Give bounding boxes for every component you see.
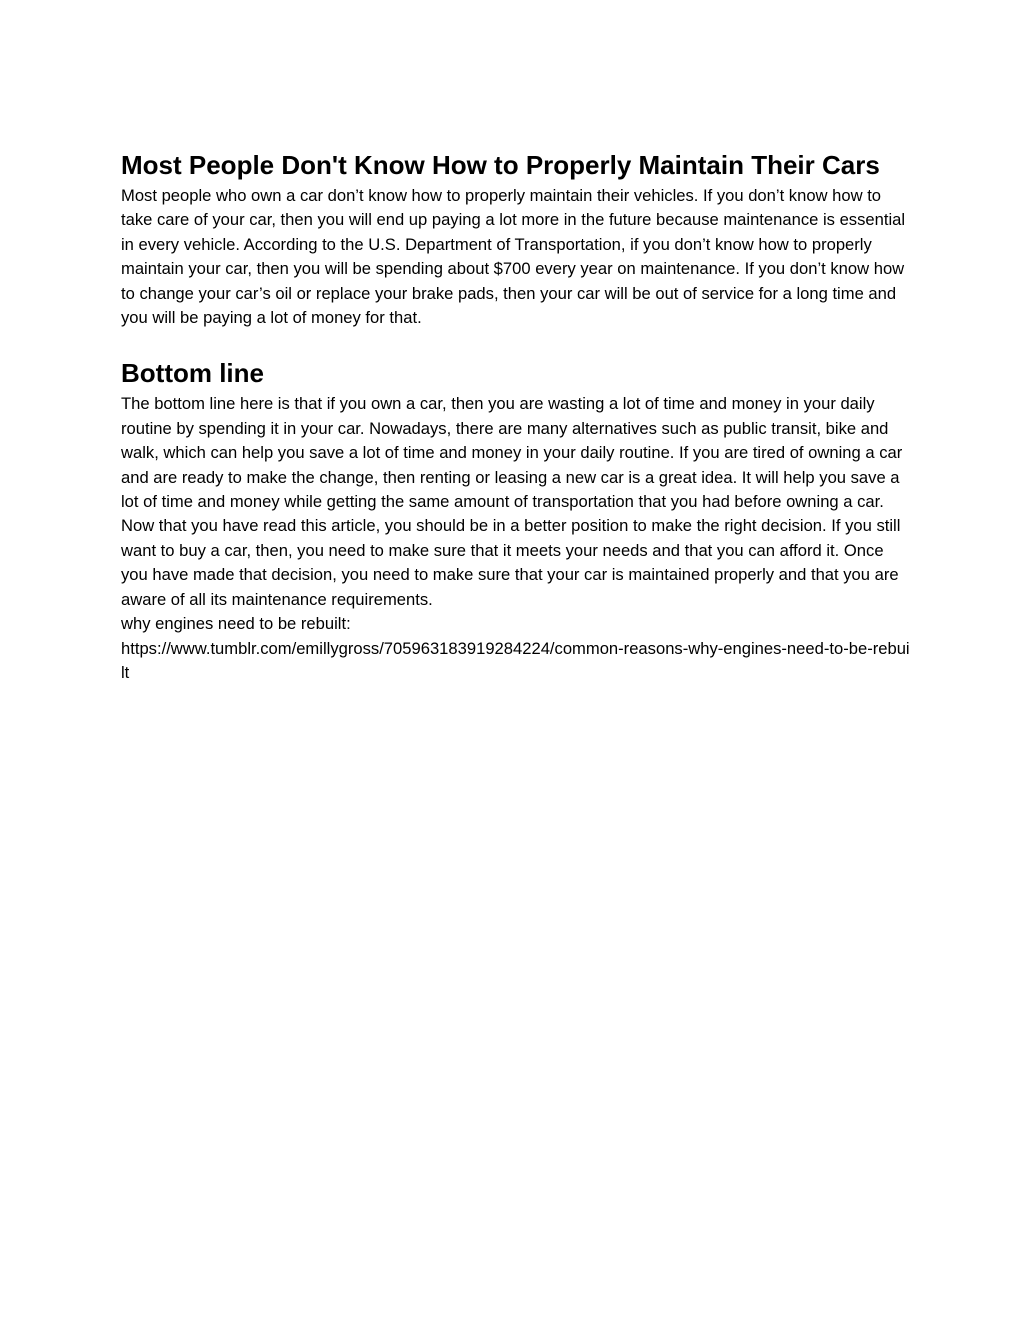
section-heading-bottom-line: Bottom line [121, 358, 264, 389]
reference-url[interactable]: https://www.tumblr.com/emillygross/705963183919284224/common-reasons-why-engines-need-to-be-rebuilt [121, 638, 910, 682]
section-spacer [121, 330, 911, 354]
reference-label: why engines need to be rebuilt: [121, 614, 351, 634]
document-page [121, 146, 911, 685]
section-body-bottom-line: The bottom line here is that if you own a car, then you are wasting a lot of time and money in your daily routine by spending it in your car. Nowadays, there are many alternatives such as public transit, bike and walk, which can help you save a lot of time and money in your daily routine. If you are tired of owning a car and are ready to make the change, then renting or leasing a new car is a great idea. It will help you save a lot of time and money while getting the same amount of transportation that you had before owning a car. Now that you have read this article, you should be in a better position to make the right decision. If you still want to buy a car, then, you need to make sure that it meets your needs and that you can afford it. Once you have made that decision, you need to make sure that your car is maintained properly and that you are aware of all its maintenance requirements. [121, 394, 903, 609]
section-heading-maintenance: Most People Don't Know How to Properly Maintain Their Cars [121, 150, 880, 180]
section-body-maintenance: Most people who own a car don’t know how to properly maintain their vehicles. If you don’t know how to take care of your car, then you will end up paying a lot more in the future because maintenance is essential in every vehicle. According to the U.S. Department of Transportation, if you don’t know how to properly maintain your car, then you will be spending about $700 every year on maintenance. If you don’t know how to change your car’s oil or replace your brake pads, then your car will be out of service for a long time and you will be paying a lot of money for that. [121, 186, 906, 328]
